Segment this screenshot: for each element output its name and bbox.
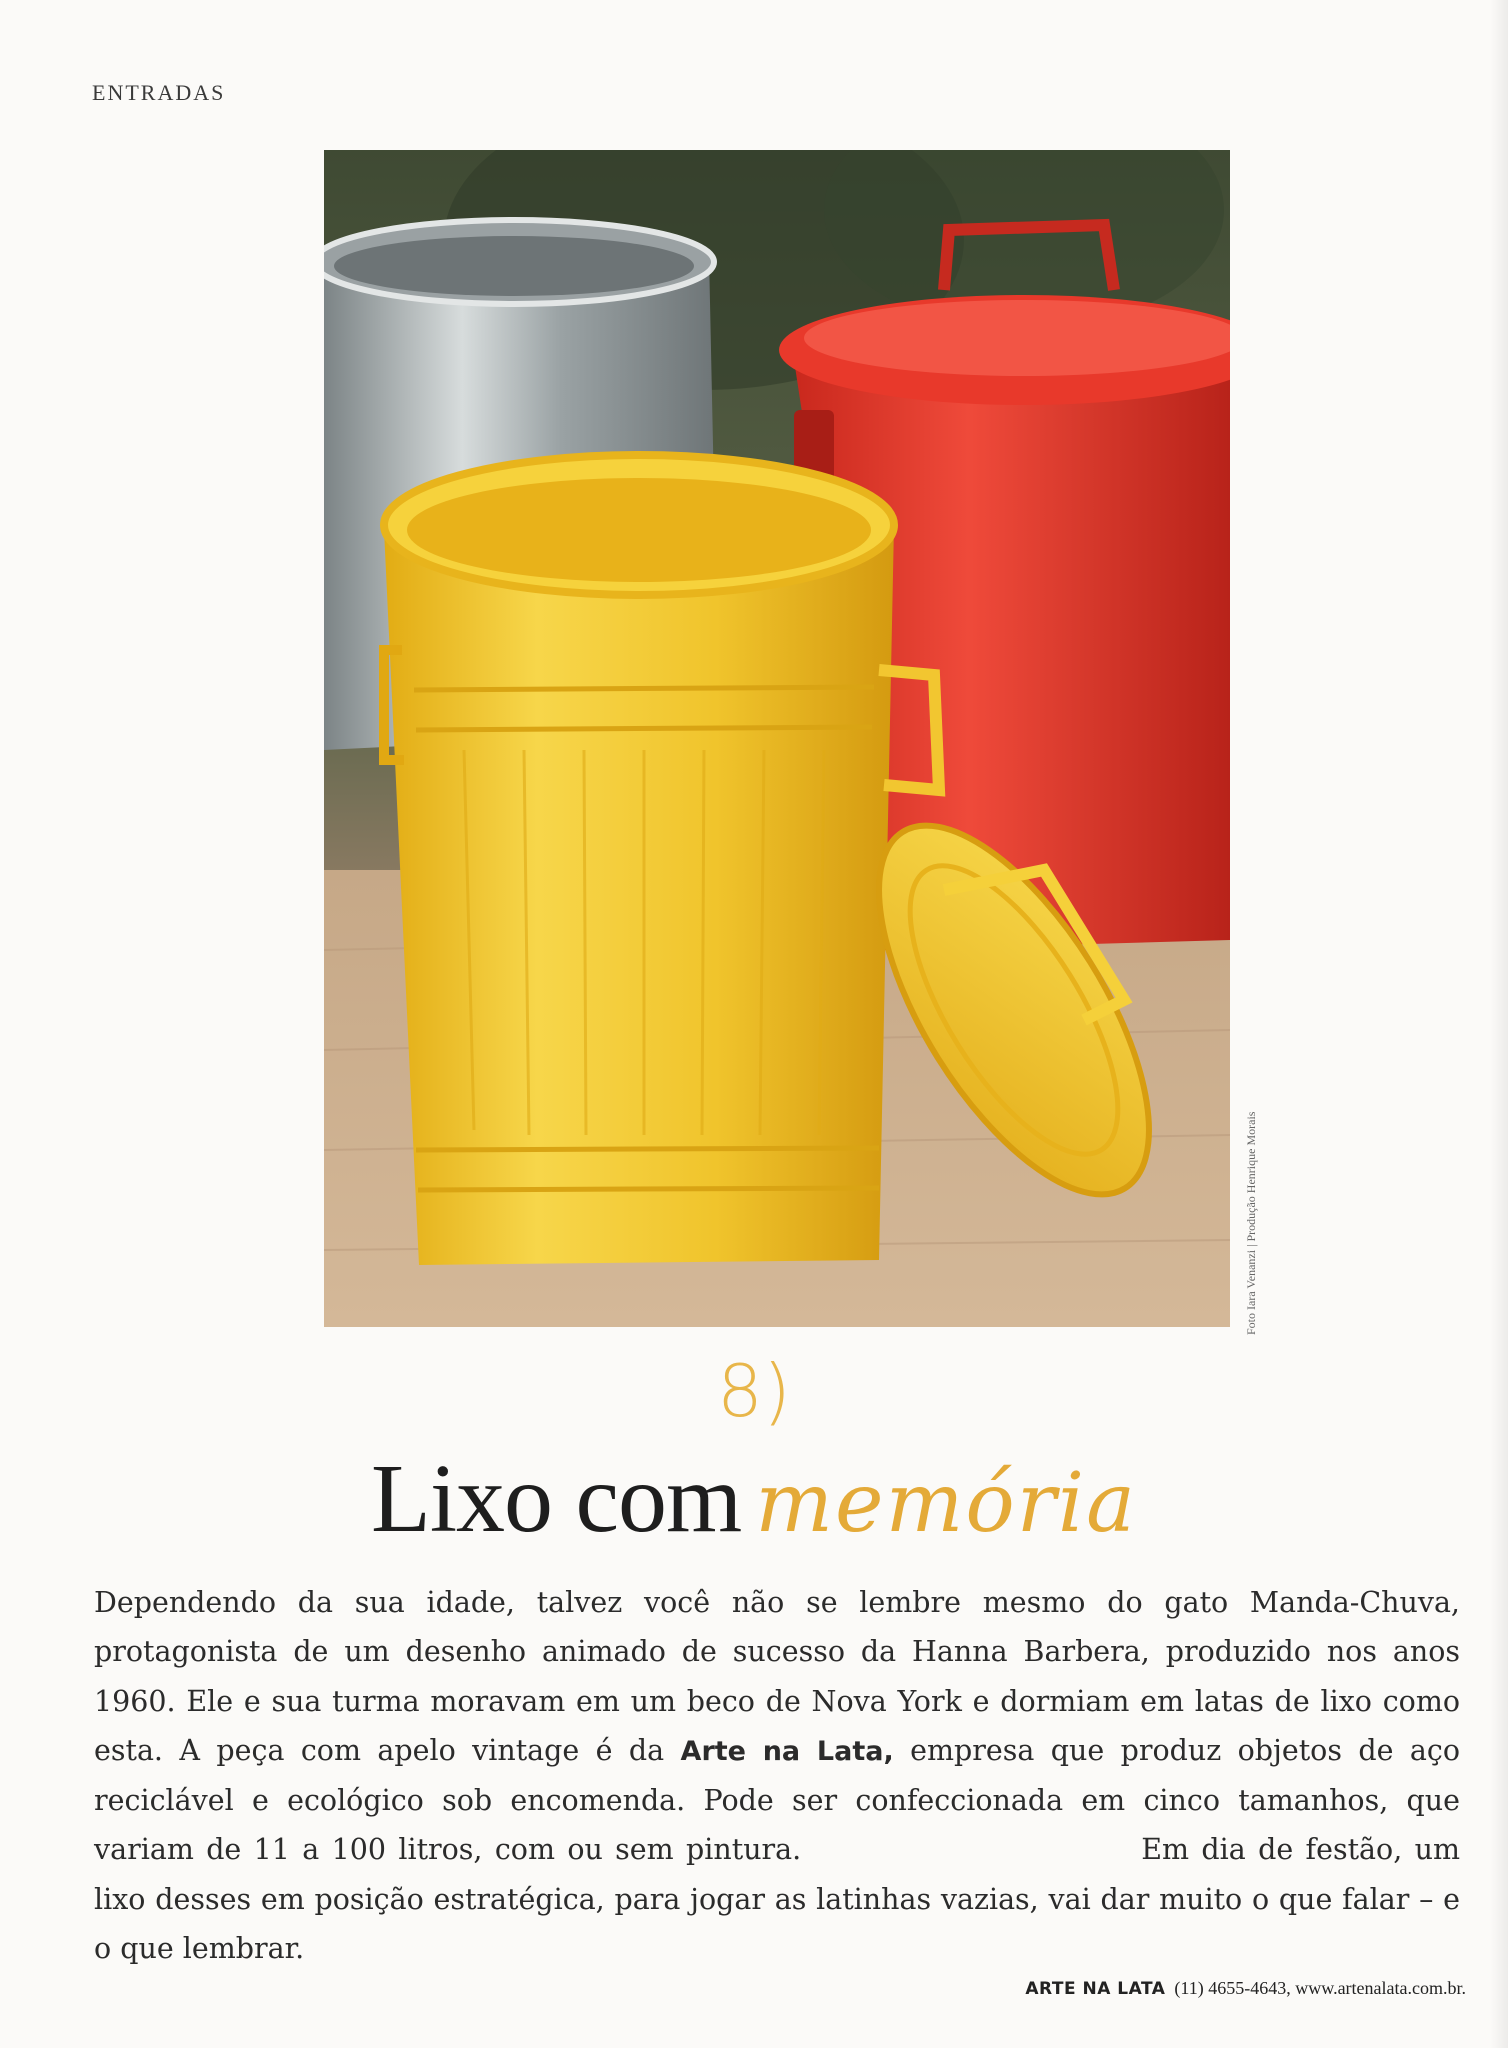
page-edge-shadow xyxy=(1490,0,1508,2048)
item-number: 8) xyxy=(717,1349,791,1433)
footer-brand: ARTE NA LATA xyxy=(1025,1979,1166,1999)
photo-credit: Foto Iara Venanzi | Produção Henrique Morais xyxy=(1244,1111,1258,1335)
article-body xyxy=(94,1578,1460,1973)
section-label: ENTRADAS xyxy=(92,80,226,105)
article-title xyxy=(0,1445,1508,1553)
body-part-1: Dependendo da sua idade, talvez você não se lembre mesmo do gato Manda-Chuva, protagonista de um desenho animado de sucesso da Hanna Barbera, produzido nos anos 1960. Ele e sua turma moravam em um beco de Nova York e dormiam em latas de lixo como esta. A peça com apelo vintage é da xyxy=(94,1586,1460,1767)
body-part-3: Em dia de festão, um lixo desses em posição estratégica, para jogar as latinhas vazias, vai dar muito o que falar – e o que lembrar. xyxy=(94,1833,1460,1966)
title-accent: memória xyxy=(755,1456,1138,1551)
title-main: Lixo com xyxy=(370,1445,742,1553)
footer-contact: (11) 4655-4643, www.artenalata.com.br. xyxy=(1174,1978,1466,1998)
body-brand: Arte na Lata, xyxy=(680,1735,894,1767)
product-photo xyxy=(324,150,1230,1327)
body-part-2: empresa que produz objetos de aço reciclável e ecológico sob encomenda. Pode ser confeccionada em cinco tamanhos, que variam de 11 a 100 litros, com ou sem pintura. xyxy=(94,1733,1460,1867)
footer-credit xyxy=(1025,1978,1466,1999)
